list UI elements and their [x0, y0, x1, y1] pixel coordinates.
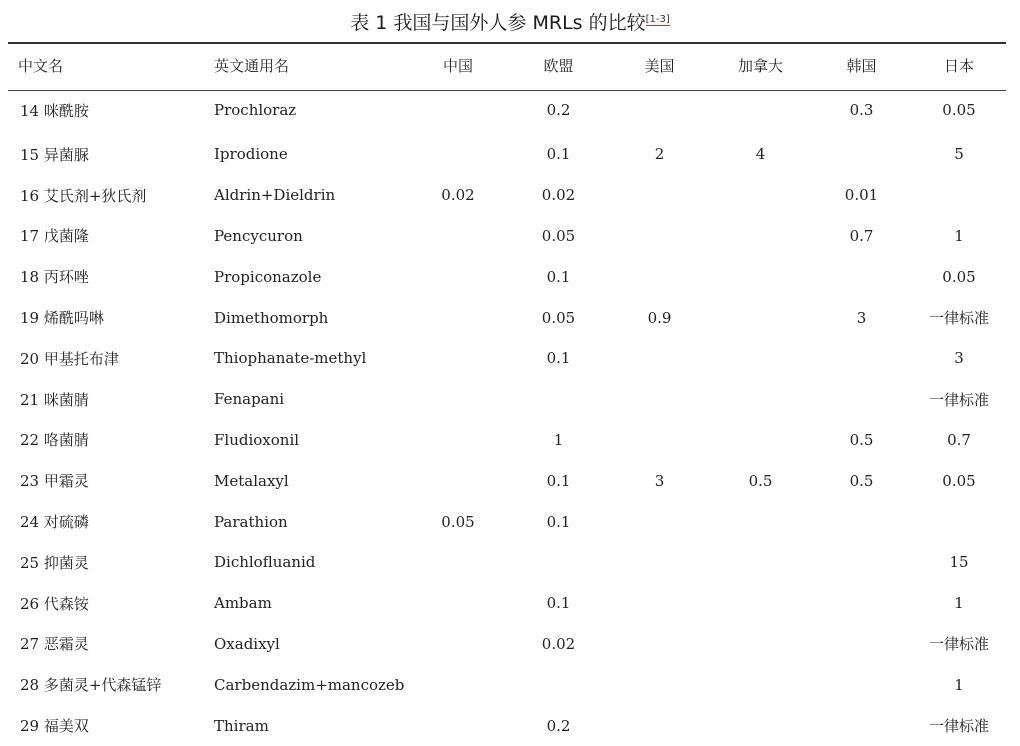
cell-english-name: Oxadixyl: [214, 634, 280, 653]
cell-eu: 0.2: [546, 716, 571, 735]
table-row: [8, 134, 1006, 175]
cell-english-name: Dichlofluanid: [214, 553, 316, 572]
cell-canada: [710, 338, 811, 379]
cell-canada: [710, 624, 811, 665]
cell-korea: 0.3: [849, 101, 874, 119]
cell-china: 0.05: [441, 512, 475, 531]
header-japan: 日本: [943, 56, 974, 75]
cell-korea: [811, 134, 912, 175]
cell-china: [408, 460, 508, 501]
cell-japan: 一律标准: [928, 717, 989, 736]
cell-usa: [609, 624, 710, 665]
cell-china: [408, 705, 508, 746]
mrl-table: [8, 44, 1006, 746]
cell-english-name: Carbendazim+mancozeb: [214, 675, 405, 694]
header-usa: 美国: [644, 56, 675, 75]
cell-eu: 0.02: [541, 186, 576, 205]
cell-usa: [609, 86, 710, 134]
cell-eu: 0.02: [541, 634, 576, 653]
cell-china: [408, 86, 508, 134]
cell-chinese-name: 25 抑菌灵: [20, 553, 89, 572]
cell-chinese-name: 14 咪酰胺: [20, 101, 89, 120]
cell-english-name: Iprodione: [214, 145, 288, 164]
header-chinese-name: 中文名: [18, 56, 64, 75]
cell-eu: 0.1: [546, 267, 571, 286]
cell-eu: [508, 379, 609, 420]
cell-canada: 4: [755, 145, 766, 164]
cell-japan: 一律标准: [928, 635, 989, 654]
table-row: [8, 501, 1006, 542]
cell-china: [408, 297, 508, 338]
cell-eu: [508, 542, 609, 583]
cell-english-name: Prochloraz: [214, 101, 297, 119]
cell-eu: 1: [553, 430, 564, 449]
header-china: 中国: [442, 56, 473, 75]
cell-korea: [811, 256, 912, 297]
cell-usa: [609, 379, 710, 420]
cell-usa: 3: [654, 471, 665, 490]
cell-canada: [710, 664, 811, 705]
cell-china: [408, 664, 508, 705]
cell-korea: [811, 624, 912, 665]
cell-eu: 0.1: [546, 145, 571, 164]
cell-eu: 0.05: [541, 308, 576, 327]
cell-canada: [710, 216, 811, 257]
table-row: [8, 705, 1006, 746]
cell-usa: [609, 216, 710, 257]
cell-usa: [609, 420, 710, 461]
cell-japan: 1: [954, 594, 964, 613]
table-header-row: [8, 44, 1006, 86]
cell-chinese-name: 17 戊菌隆: [20, 227, 89, 246]
cell-english-name: Propiconazole: [214, 267, 322, 286]
table-row: [8, 86, 1006, 134]
cell-japan: 1: [954, 226, 964, 245]
cell-chinese-name: 24 对硫磷: [20, 513, 89, 532]
cell-usa: 0.9: [647, 308, 672, 327]
cell-japan: 0.05: [942, 101, 976, 119]
cell-canada: [710, 256, 811, 297]
cell-korea: [811, 338, 912, 379]
cell-chinese-name: 27 恶霜灵: [20, 635, 89, 654]
cell-korea: 0.7: [849, 226, 874, 245]
table-row: [8, 664, 1006, 705]
table-row: [8, 216, 1006, 257]
cell-japan: [912, 501, 1006, 542]
cell-english-name: Ambam: [214, 594, 272, 613]
cell-usa: [609, 583, 710, 624]
cell-japan: 一律标准: [928, 309, 989, 328]
cell-english-name: Fenapani: [214, 390, 285, 409]
cell-usa: [609, 175, 710, 216]
table-body: [8, 86, 1006, 746]
cell-eu: 0.1: [546, 471, 571, 490]
cell-korea: [811, 501, 912, 542]
cell-english-name: Thiram: [214, 716, 269, 735]
cell-canada: [710, 379, 811, 420]
header-eu: 欧盟: [543, 56, 574, 75]
cell-usa: [609, 501, 710, 542]
cell-canada: 0.5: [748, 471, 773, 490]
cell-japan: 一律标准: [928, 390, 989, 409]
cell-eu: [508, 664, 609, 705]
cell-china: [408, 256, 508, 297]
cell-japan: 15: [949, 553, 969, 572]
header-korea: 韩国: [846, 56, 877, 75]
cell-china: [408, 134, 508, 175]
cell-china: 0.02: [441, 186, 475, 205]
cell-chinese-name: 15 异菌脲: [20, 145, 89, 164]
cell-korea: [811, 583, 912, 624]
cell-china: [408, 624, 508, 665]
cell-korea: 3: [856, 308, 867, 327]
cell-chinese-name: 16 艾氏剂+狄氏剂: [20, 186, 147, 205]
cell-korea: 0.5: [849, 430, 874, 449]
cell-english-name: Pencycuron: [214, 226, 303, 245]
caption-reference: [1-3]: [645, 13, 670, 25]
cell-chinese-name: 18 丙环唑: [20, 268, 89, 287]
cell-chinese-name: 23 甲霜灵: [20, 472, 89, 491]
table-row: [8, 420, 1006, 461]
cell-english-name: Thiophanate-methyl: [214, 349, 367, 368]
cell-usa: 2: [654, 145, 665, 164]
cell-canada: [710, 420, 811, 461]
cell-china: [408, 542, 508, 583]
cell-china: [408, 379, 508, 420]
table-row: [8, 542, 1006, 583]
cell-english-name: Metalaxyl: [214, 471, 289, 490]
cell-chinese-name: 22 咯菌腈: [20, 431, 89, 450]
cell-english-name: Parathion: [214, 512, 288, 531]
table-row: [8, 256, 1006, 297]
cell-chinese-name: 19 烯酰吗啉: [20, 309, 104, 328]
cell-chinese-name: 28 多菌灵+代森锰锌: [20, 676, 162, 695]
cell-korea: [811, 664, 912, 705]
caption-text: 表 1 我国与国外人参 MRLs 的比较: [350, 12, 646, 34]
cell-japan: 3: [954, 349, 964, 368]
cell-usa: [609, 664, 710, 705]
cell-canada: [710, 175, 811, 216]
cell-usa: [609, 542, 710, 583]
cell-canada: [710, 583, 811, 624]
cell-japan: 1: [954, 675, 964, 694]
table-caption: [0, 8, 1020, 35]
cell-eu: 0.1: [546, 349, 571, 368]
table-row: [8, 624, 1006, 665]
cell-canada: [710, 297, 811, 338]
cell-japan: [912, 175, 1006, 216]
header-english-name: 英文通用名: [214, 56, 290, 75]
cell-china: [408, 583, 508, 624]
cell-korea: [811, 379, 912, 420]
cell-japan: 0.05: [942, 471, 976, 490]
cell-usa: [609, 256, 710, 297]
cell-chinese-name: 26 代森铵: [20, 594, 89, 613]
cell-eu: 0.2: [546, 101, 571, 119]
cell-chinese-name: 21 咪菌腈: [20, 390, 89, 409]
table-row: [8, 297, 1006, 338]
cell-usa: [609, 338, 710, 379]
cell-korea: [811, 542, 912, 583]
table-row: [8, 583, 1006, 624]
cell-china: [408, 216, 508, 257]
cell-korea: [811, 705, 912, 746]
table-row: [8, 175, 1006, 216]
table-row: [8, 379, 1006, 420]
header-canada: 加拿大: [737, 56, 783, 75]
cell-japan: 0.05: [942, 267, 976, 286]
cell-korea: 0.5: [849, 471, 874, 490]
cell-eu: 0.1: [546, 512, 571, 531]
cell-english-name: Dimethomorph: [214, 308, 329, 327]
cell-japan: 0.7: [947, 430, 971, 449]
table-row: [8, 460, 1006, 501]
cell-china: [408, 338, 508, 379]
cell-canada: [710, 705, 811, 746]
table-row: [8, 338, 1006, 379]
cell-canada: [710, 86, 811, 134]
cell-eu: 0.05: [541, 226, 576, 245]
cell-korea: 0.01: [844, 186, 879, 205]
cell-english-name: Aldrin+Dieldrin: [214, 186, 336, 205]
cell-english-name: Fludioxonil: [214, 430, 300, 449]
cell-chinese-name: 20 甲基托布津: [20, 349, 119, 368]
cell-canada: [710, 542, 811, 583]
cell-canada: [710, 501, 811, 542]
cell-eu: 0.1: [546, 594, 571, 613]
cell-china: [408, 420, 508, 461]
cell-chinese-name: 29 福美双: [20, 717, 89, 736]
cell-japan: 5: [954, 145, 964, 164]
cell-usa: [609, 705, 710, 746]
